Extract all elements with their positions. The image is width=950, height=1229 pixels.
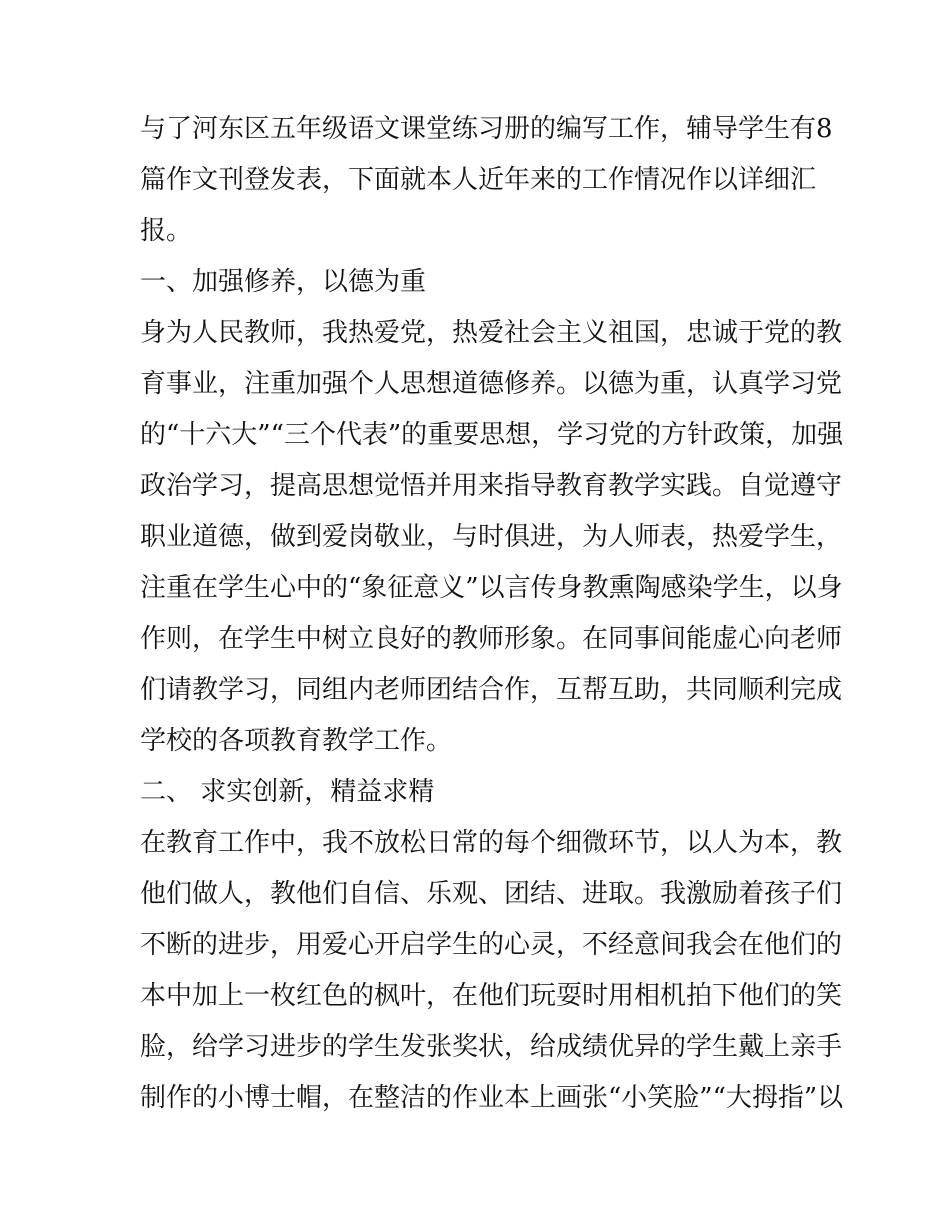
- text-line-5: 身为人民教师，我热爱党，热爱社会主义祖国，忠诚于党的教: [140, 318, 843, 348]
- text-line-18: 本中加上一枚红色的枫叶，在他们玩耍时用相机拍下他们的笑: [140, 981, 843, 1011]
- text-line-9: 职业道德，做到爱岗敬业，与时俱进，为人师表，热爱学生，: [140, 522, 843, 552]
- text-line-12: 们请教学习，同组内老师团结合作，互帮互助，共同顺利完成: [140, 675, 843, 705]
- section-heading-1: 一、加强修养，以德为重: [140, 267, 427, 297]
- text-line-6: 育事业，注重加强个人思想道德修养。以德为重，认真学习党: [140, 369, 843, 399]
- section-heading-2: 二、 求实创新，精益求精: [140, 777, 435, 807]
- text-line-15: 在教育工作中，我不放松日常的每个细微环节，以人为本，教: [140, 828, 843, 858]
- text-line-7: 的“十六大”“三个代表”的重要思想，学习党的方针政策，加强: [140, 420, 844, 450]
- document-body: [140, 104, 844, 1124]
- text-line-13: 学校的各项教育教学工作。: [140, 726, 453, 756]
- text-line-8: 政治学习，提高思想觉悟并用来指导教育教学实践。自觉遵守: [140, 471, 843, 501]
- text-line-16: 他们做人，教他们自信、乐观、团结、进取。我激励着孩子们: [140, 879, 843, 909]
- text-line-2: 篇作文刊登发表，下面就本人近年来的工作情况作以详细汇: [140, 165, 817, 195]
- text-line-17: 不断的进步，用爱心开启学生的心灵，不经意间我会在他们的: [140, 930, 843, 960]
- text-line-11: 作则，在学生中树立良好的教师形象。在同事间能虚心向老师: [140, 624, 843, 654]
- text-line-10: 注重在学生心中的“象征意义”以言传身教熏陶感染学生，以身: [140, 573, 843, 603]
- text-line-3: 报。: [140, 216, 193, 246]
- text-line-19: 脸，给学习进步的学生发张奖状，给成绩优异的学生戴上亲手: [140, 1032, 843, 1062]
- text-line-1: 与了河东区五年级语文课堂练习册的编写工作，辅导学生有8: [140, 114, 833, 144]
- text-line-20: 制作的小博士帽，在整洁的作业本上画张“小笑脸”“大拇指”以: [140, 1083, 844, 1113]
